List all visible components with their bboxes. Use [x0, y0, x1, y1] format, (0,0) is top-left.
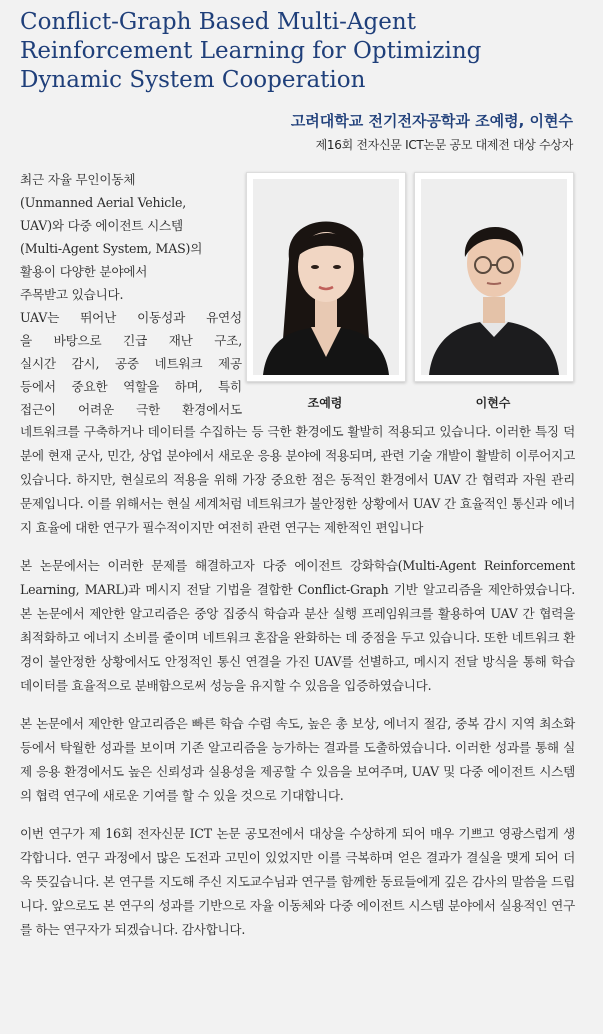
intro-line: (Multi-Agent System, MAS)의	[20, 241, 203, 256]
portrait-photo-1	[246, 172, 406, 382]
intro-line: 접근이 어려운 극한 환경에서도	[20, 402, 242, 417]
intro-line: (Unmanned Aerial Vehicle,	[20, 195, 187, 210]
intro-line: 주목받고 있습니다.	[20, 287, 124, 302]
body-paragraph: 본 논문에서 제안한 알고리즘은 빠른 학습 수렴 속도, 높은 총 보상, 에너지 절감, 중복 감시 지역 최소화 등에서 탁월한 성과를 보이며 기존 알고리즘을 능가하는 결과를 도출하였습니다. 이러한 성과를 통해 실제 응용 환경에서도 높은 신뢰성과 실용성을 제공할 수 있음을 보여주며, UAV 및 다중 에이전트 시스템의 협력 연구에 새로운 기여를 할 수 있을 것으로 기대합니다.	[20, 716, 575, 803]
body-paragraph: 네트워크를 구축하거나 데이터를 수집하는 등 극한 환경에도 활발히 적용되고 있습니다. 이러한 특징 덕분에 현재 군사, 민간, 상업 분야에서 새로운 응용 분야에 적용되며, 관련 기술 개발이 활발히 이루어지고 있습니다. 하지만, 현실로의 적용을 위해 가장 중요한 점은 동적인 환경에서 UAV 간 협력과 자원 관리 문제입니다. 이를 위해서는 현실 세계처럼 네트워크가 불안정한 상황에서 UAV 간 효율적인 통신과 에너지 효율에 대한 연구가 필수적이지만 여전히 관련 연구는 제한적인 편입니다	[20, 424, 575, 535]
portrait-photo-2	[414, 172, 574, 382]
award-line: 제16회 전자신문 ICT논문 공모 대제전 대상 수상자	[315, 138, 573, 152]
body-paragraph: 본 논문에서는 이러한 문제를 해결하고자 다중 에이전트 강화학습(Multi-Agent Reinforcement Learning, MARL)과 메시지 전달 기법을 결합한 Conflict-Graph 기반 알고리즘을 제안하였습니다. 본 논문에서 제안한 알고리즘은 중앙 집중식 학습과 분산 실행 프레임워크를 활용하여 UAV 간 협력을 최적화하고 에너지 소비를 줄이며 네트워크 혼잡을 완화하는 데 중점을 두고 있습니다. 또한 네트워크 환경이 불안정한 상황에서도 안정적인 통신 연결을 가진 UAV를 선별하고, 메시지 전달 방식을 통해 학습 데이터를 효율적으로 분배함으로써 성능을 유지할 수 있음을 입증하였습니다.	[20, 558, 575, 693]
portrait-male-icon	[421, 179, 567, 375]
author-affiliation: 고려대학교 전기전자공학과 조예령, 이현수	[290, 112, 573, 130]
intro-line: 을 바탕으로 긴급 재난 구조,	[20, 333, 242, 348]
photo-caption-1: 조예령	[307, 396, 343, 410]
article-body	[20, 420, 575, 956]
article-title: Conflict-Graph Based Multi-Agent Reinforcement Learning for Optimizing Dynamic System Cooperation	[20, 9, 482, 93]
photo-caption-2: 이현수	[475, 396, 511, 410]
portrait-female-icon	[253, 179, 399, 375]
intro-line: UAV)와 다중 에이전트 시스템	[20, 218, 183, 233]
intro-line: 활용이 다양한 분야에서	[20, 264, 148, 279]
intro-line: 실시간 감시, 공중 네트워크 제공	[20, 356, 242, 371]
body-paragraph: 이번 연구가 제 16회 전자신문 ICT 논문 공모전에서 대상을 수상하게 되어 매우 기쁘고 영광스럽게 생각합니다. 연구 과정에서 많은 도전과 고민이 있었지만 이를 극복하며 얻은 결과가 결실을 맺게 되어 더욱 뜻깊습니다. 본 연구를 지도해 주신 지도교수님과 연구를 함께한 동료들에게 깊은 감사의 말씀을 드립니다. 앞으로도 본 연구의 성과를 기반으로 자율 이동체와 다중 에이전트 시스템 분야에서 실용적인 연구를 하는 연구자가 되겠습니다. 감사합니다.	[20, 826, 575, 937]
intro-line: 등에서 중요한 역할을 하며, 특히	[20, 379, 242, 394]
intro-column	[20, 168, 242, 421]
intro-line: UAV는 뛰어난 이동성과 유연성	[20, 310, 242, 325]
intro-line: 최근 자율 무인이동체	[20, 172, 136, 187]
